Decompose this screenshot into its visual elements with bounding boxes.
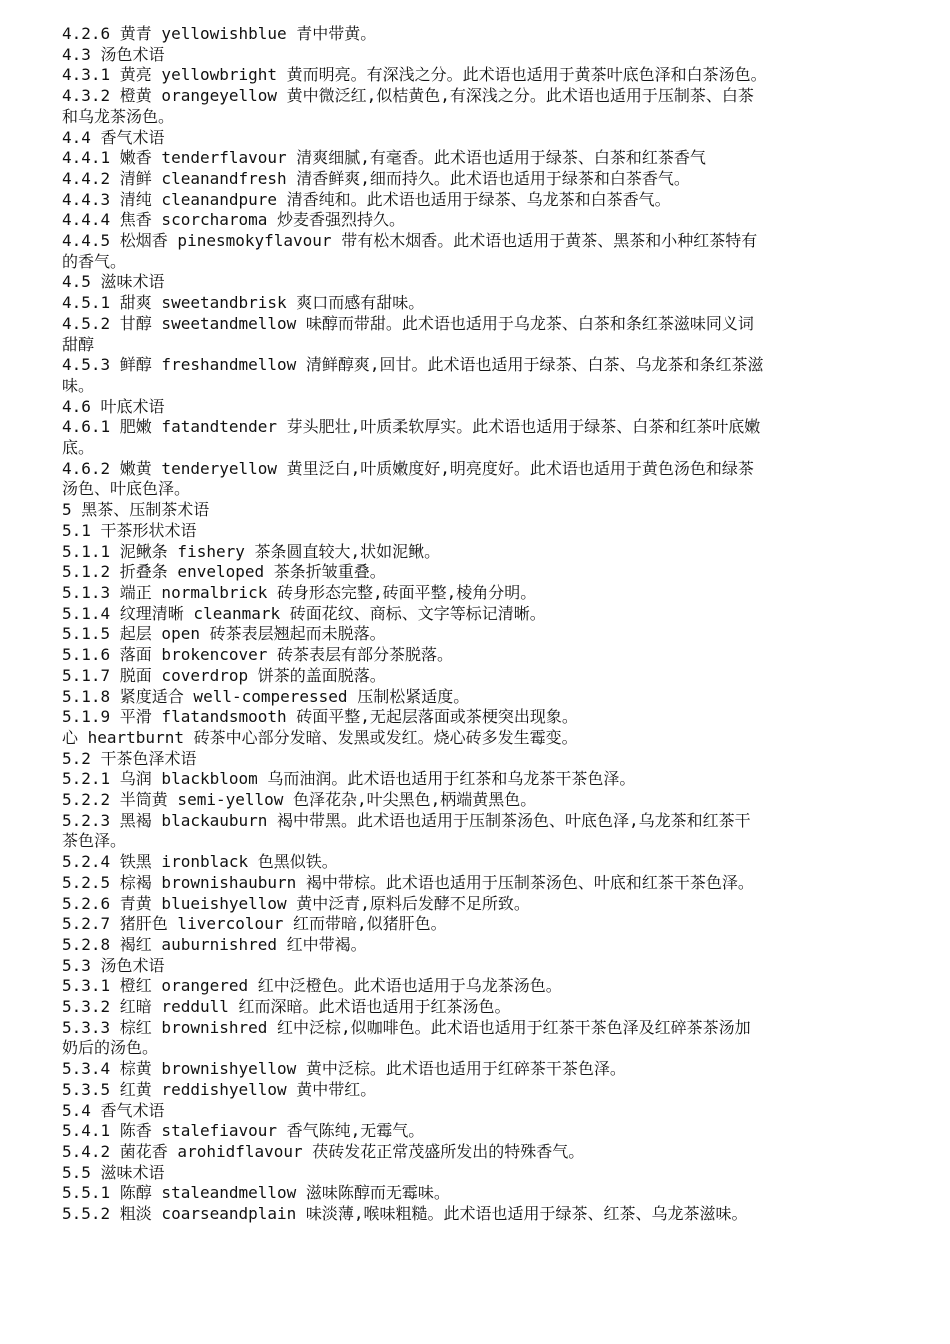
text-line: 5.1.7 脱面 coverdrop 饼茶的盖面脱落。: [62, 665, 386, 685]
text-line: 5.4.2 菌花香 arohidflavour 茯砖发花正常茂盛所发出的特殊香气。: [62, 1141, 585, 1161]
text-line: 5.1 干茶形状术语: [62, 520, 197, 540]
text-line: 4.5.2 甘醇 sweetandmellow 味醇而带甜。此术语也适用于乌龙茶、白茶和条红茶滋味同义词: [62, 313, 754, 333]
text-line: 4.6.2 嫩黄 tenderyellow 黄里泛白,叶质嫩度好,明亮度好。此术语也适用于黄色汤色和绿茶: [62, 458, 754, 478]
text-line: 5.2.1 乌润 blackbloom 乌而油润。此术语也适用于红茶和乌龙茶干茶色泽。: [62, 769, 636, 789]
text-line: 5.1.3 端正 normalbrick 砖身形态完整,砖面平整,棱角分明。: [62, 582, 537, 602]
text-line: 茶色泽。: [62, 831, 127, 851]
text-line: 4.4.5 松烟香 pinesmokyflavour 带有松木烟香。此术语也适用于黄茶、黑茶和小种红茶特有: [62, 231, 758, 251]
text-line: 4.5 滋味术语: [62, 272, 165, 292]
text-line: 5.1.8 紧度适合 well-comperessed 压制松紧适度。: [62, 686, 470, 706]
text-line: 5.2.2 半筒黄 semi-yellow 色泽花杂,叶尖黑色,柄端黄黑色。: [62, 790, 537, 810]
text-line: 5.1.5 起层 open 砖茶表层翘起而未脱落。: [62, 624, 386, 644]
text-line: 5.4.1 陈香 stalefiavour 香气陈纯,无霉气。: [62, 1121, 425, 1141]
text-line: 5.2.7 猪肝色 livercolour 红而带暗,似猪肝色。: [62, 914, 447, 934]
text-line: 4.5.3 鲜醇 freshandmellow 清鲜醇爽,回甘。此术语也适用于绿茶、白茶、乌龙茶和条红茶滋: [62, 355, 764, 375]
text-line: 5.1.6 落面 brokencover 砖茶表层有部分茶脱落。: [62, 645, 454, 665]
text-line: 4.4.4 焦香 scorcharoma 炒麦香强烈持久。: [62, 210, 406, 230]
text-line: 4.6.1 肥嫩 fatandtender 芽头肥壮,叶质柔软厚实。此术语也适用于绿茶、白茶和红茶叶底嫩: [62, 417, 761, 437]
text-line: 心 heartburnt 砖茶中心部分发暗、发黑或发红。烧心砖多发生霉变。: [62, 727, 578, 747]
text-line: 5.1.9 平滑 flatandsmooth 砖面平整,无起层落面或茶梗突出现象。: [62, 707, 578, 727]
text-line: 5.2.5 棕褐 brownishauburn 褐中带棕。此术语也适用于压制茶汤色、叶底和红茶干茶色泽。: [62, 872, 754, 892]
text-line: 5 黑茶、压制茶术语: [62, 500, 210, 520]
text-line: 5.2 干茶色泽术语: [62, 748, 197, 768]
text-line: 4.6 叶底术语: [62, 396, 165, 416]
text-line: 4.4.2 清鲜 cleanandfresh 清香鲜爽,细而持久。此术语也适用于绿茶和白茶香气。: [62, 168, 690, 188]
text-line: 4.4.1 嫩香 tenderflavour 清爽细腻,有毫香。此术语也适用于绿茶、白茶和红茶香气: [62, 148, 706, 168]
text-line: 5.5.2 粗淡 coarseandplain 味淡薄,喉味粗糙。此术语也适用于绿茶、红茶、乌龙茶滋味。: [62, 1204, 748, 1224]
text-line: 4.3.1 黄亮 yellowbright 黄而明亮。有深浅之分。此术语也适用于黄茶叶底色泽和白茶汤色。: [62, 65, 767, 85]
text-line: 4.3 汤色术语: [62, 44, 165, 64]
text-line: 4.4 香气术语: [62, 127, 165, 147]
text-line: 5.3.3 棕红 brownishred 红中泛棕,似咖啡色。此术语也适用于红茶干茶色泽及红碎茶茶汤加: [62, 1017, 751, 1037]
text-line: 5.3.1 橙红 orangered 红中泛橙色。此术语也适用于乌龙茶汤色。: [62, 976, 562, 996]
text-line: 4.2.6 黄青 yellowishblue 青中带黄。: [62, 24, 377, 43]
text-line: 4.3.2 橙黄 orangeyellow 黄中微泛红,似桔黄色,有深浅之分。此术语也适用于压制茶、白茶: [62, 86, 754, 106]
text-line: 5.4 香气术语: [62, 1100, 165, 1120]
document-page: [62, 24, 892, 1225]
text-line: 5.3.5 红黄 reddishyellow 黄中带红。: [62, 1079, 377, 1099]
text-line: 5.3 汤色术语: [62, 955, 165, 975]
text-line: 5.1.4 纹理清晰 cleanmark 砖面花纹、商标、文字等标记清晰。: [62, 603, 546, 623]
text-line: 甜醇: [62, 334, 95, 354]
text-line: 汤色、叶底色泽。: [62, 479, 191, 499]
text-line: 5.3.4 棕黄 brownishyellow 黄中泛棕。此术语也适用于红碎茶干茶色泽。: [62, 1059, 626, 1079]
text-line: 5.2.4 铁黑 ironblack 色黑似铁。: [62, 852, 338, 872]
text-line: 味。: [62, 375, 95, 395]
text-line: 5.1.2 折叠条 enveloped 茶条折皱重叠。: [62, 562, 386, 582]
text-line: 和乌龙茶汤色。: [62, 106, 175, 126]
text-line: 4.5.1 甜爽 sweetandbrisk 爽口而感有甜味。: [62, 293, 425, 313]
text-line: 奶后的汤色。: [62, 1038, 159, 1058]
text-line: 底。: [62, 438, 95, 458]
text-line: 5.2.8 褐红 auburnishred 红中带褐。: [62, 934, 367, 954]
text-line: 的香气。: [62, 251, 127, 271]
text-line: 5.2.6 青黄 blueishyellow 黄中泛青,原料后发酵不足所致。: [62, 893, 530, 913]
text-line: 5.5 滋味术语: [62, 1162, 165, 1182]
text-line: 5.5.1 陈醇 staleandmellow 滋味陈醇而无霉味。: [62, 1183, 450, 1203]
text-line: 4.4.3 清纯 cleanandpure 清香纯和。此术语也适用于绿茶、乌龙茶和白茶香气。: [62, 189, 671, 209]
text-line: 5.2.3 黑褐 blackauburn 褐中带黑。此术语也适用于压制茶汤色、叶底色泽,乌龙茶和红茶干: [62, 810, 751, 830]
text-line: 5.1.1 泥鳅条 fishery 茶条圆直较大,状如泥鳅。: [62, 541, 441, 561]
text-line: 5.3.2 红暗 reddull 红而深暗。此术语也适用于红茶汤色。: [62, 997, 511, 1017]
